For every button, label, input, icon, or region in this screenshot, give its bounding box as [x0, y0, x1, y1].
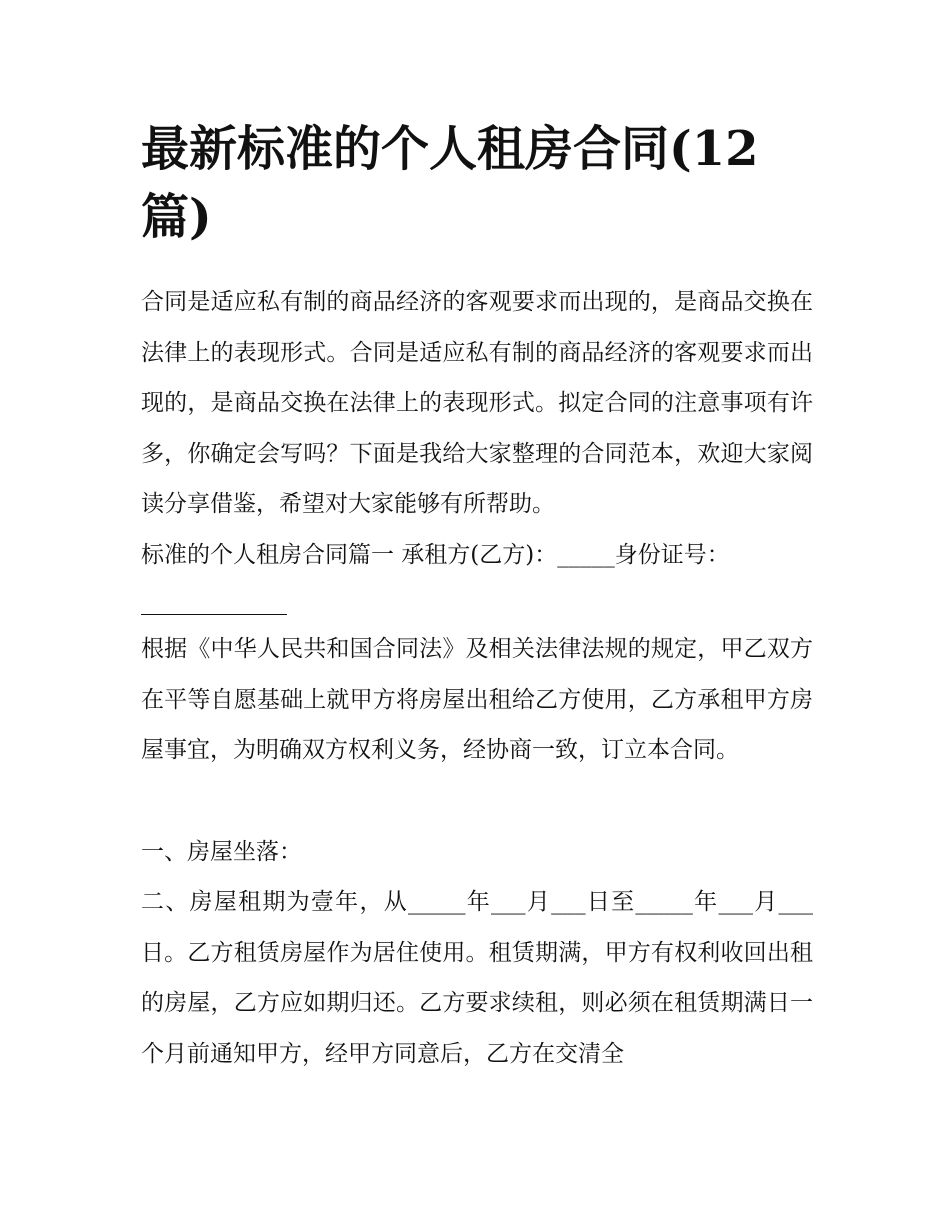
lease-term-clause: 二、房屋租期为壹年，从_____年___月___日至_____年___月___日。乙方租赁房屋作为居住使用。租赁期满，甲方有权利收回出租的房屋，乙方应如期归还。乙方要求续租，则必须在租赁期满日一个月前通知甲方，经甲方同意后，乙方在交清全 — [141, 889, 814, 1067]
intro-paragraph: 合同是适应私有制的商品经济的客观要求而出现的，是商品交换在法律上的表现形式。合同是适应私有制的商品经济的客观要求而出现的，是商品交换在法律上的表现形式。拟定合同的注意事项有许多，你确定会写吗？下面是我给大家整理的合同范本，欢迎大家阅读分享借鉴，希望对大家能够有所帮助。 — [141, 289, 813, 518]
id-number-blank-line — [141, 580, 813, 631]
contract-tenant-line: 标准的个人租房合同篇一 承租方(乙方)：_____身份证号： — [141, 542, 730, 568]
house-location-clause: 一、房屋坐落： — [141, 839, 302, 865]
id-number-blank — [141, 590, 287, 615]
document-title: 最新标准的个人租房合同(12篇) — [141, 121, 759, 245]
contract-basis-paragraph: 根据《中华人民共和国合同法》及相关法律法规的规定，甲乙双方在平等自愿基础上就甲方将房屋出租给乙方使用，乙方承租甲方房屋事宜，为明确双方权利义务，经协商一致，订立本合同。 — [141, 636, 813, 764]
